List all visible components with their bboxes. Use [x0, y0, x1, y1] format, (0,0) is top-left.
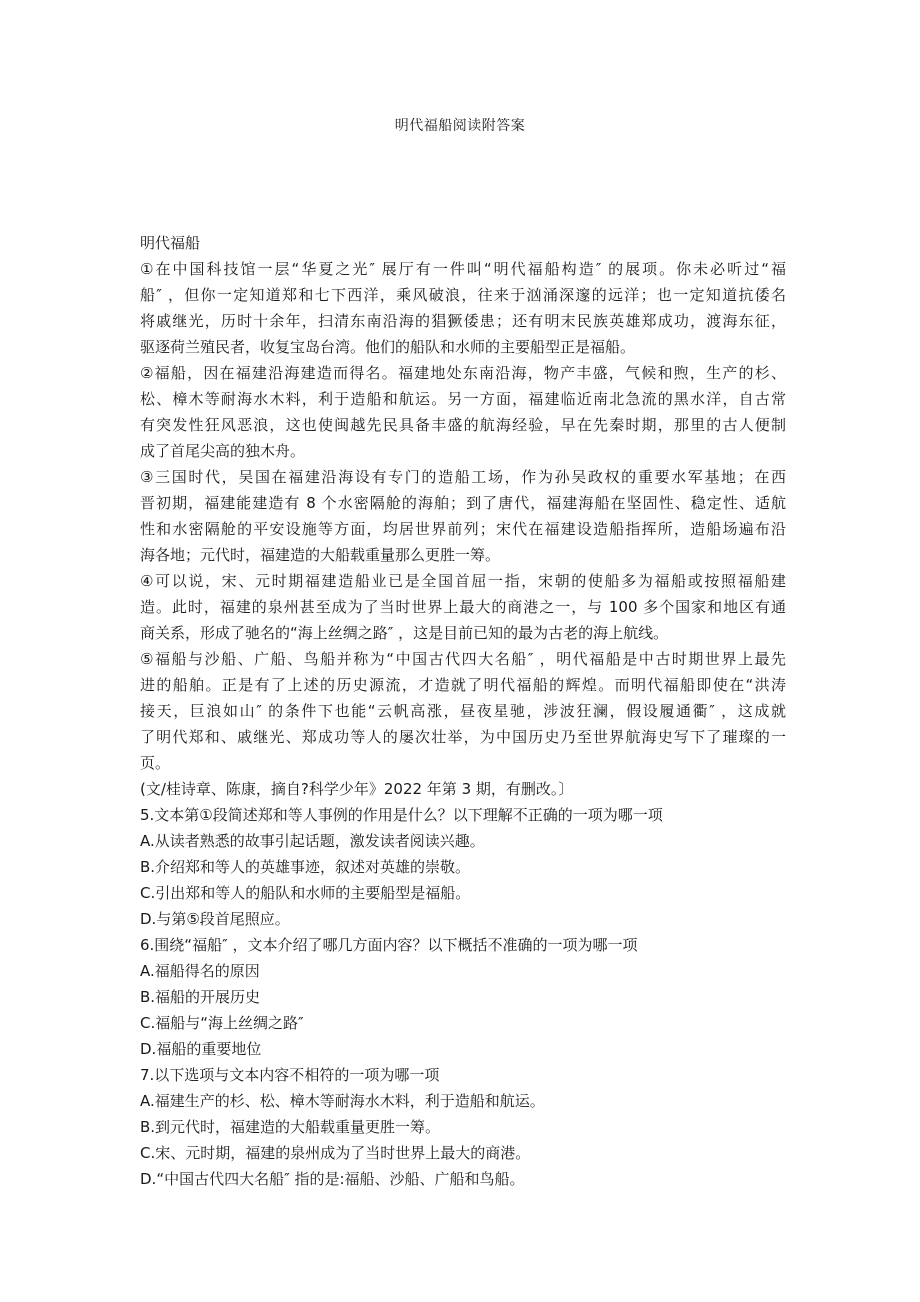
text-line: ①在中国科技馆一层“华夏之光″ 展厅有一件叫“明代福船构造″ 的展项。你未必听过“福 [140, 260, 786, 278]
text-line: 晋初期，福建能建造有 8 个水密隔舱的海舶；到了唐代，福建海船在坚固性、稳定性、适航 [140, 494, 786, 512]
text-line: 进的船舶。正是有了上述的历史源流，才造就了明代福船的辉煌。而明代福船即使在“洪涛 [140, 676, 786, 694]
text-line: 6.围绕“福船″ ，文本介绍了哪几方面内容？以下概括不准确的一项为哪一项 [140, 936, 638, 954]
text-line: 接天，巨浪如山″ 的条件下也能“云帆高涨，昼夜星驰，涉波狂澜，假设履通衢″ ，这成就 [140, 702, 786, 720]
text-line: ④可以说，宋、元时期福建造船业已是全国首屈一指，宋朝的使船多为福船或按照福船建 [140, 572, 786, 590]
text-line: 页。 [140, 754, 171, 772]
text-line: 造。此时，福建的泉州甚至成为了当时世界上最大的商港之一，与 100 多个国家和地区有通 [140, 598, 786, 616]
text-line: ②福船，因在福建沿海建造而得名。福建地处东南沿海，物产丰盛，气候和煦，生产的杉、 [140, 364, 786, 382]
text-line: C.宋、元时期，福建的泉州成为了当时世界上最大的商港。 [140, 1144, 531, 1162]
text-line: 船″ ，但你一定知道郑和七下西洋，乘风破浪，往来于汹涌深邃的远洋；也一定知道抗倭名 [140, 286, 786, 304]
text-line: 有突发性狂风恶浪，这也使闽越先民具备丰盛的航海经验，早在先秦时期，那里的古人便制 [140, 416, 786, 434]
text-line: 5.文本第①段简述郑和等人事例的作用是什么？以下理解不正确的一项为哪一项 [140, 806, 663, 824]
text-line: D.“中国古代四大名船″ 指的是:福船、沙船、广船和鸟船。 [140, 1170, 525, 1188]
text-line: 成了首尾尖高的独木舟。 [140, 442, 306, 460]
text-line: 7.以下选项与文本内容不相符的一项为哪一项 [140, 1066, 440, 1084]
document-title: 明代福船阅读附答案 [394, 118, 526, 134]
text-line: 驱逐荷兰殖民者，收复宝岛台湾。他们的船队和水师的主要船型正是福船。 [140, 338, 636, 356]
text-line: 将戚继光，历时十余年，扫清东南沿海的猖獗倭患；还有明末民族英雄郑成功，渡海东征， [140, 312, 786, 330]
text-line: B.到元代时，福建造的大船载重量更胜一筹。 [140, 1118, 441, 1136]
text-line: A.从读者熟悉的故事引起话题，激发读者阅读兴趣。 [140, 832, 485, 850]
text-line: 性和水密隔舱的平安设施等方面，均居世界前列；宋代在福建设造船指挥所，造船场遍布沿 [140, 520, 786, 538]
text-line: ③三国时代，吴国在福建沿海设有专门的造船工场，作为孙吴政权的重要水军基地；在西 [140, 468, 786, 486]
text-line: (文/桂诗章、陈康，摘自?科学少年》2022 年第 3 期，有删改。〕 [140, 780, 574, 798]
text-line: 海各地；元代时，福建造的大船载重量那么更胜一筹。 [140, 546, 501, 564]
text-line: C.引出郑和等人的船队和水师的主要船型是福船。 [140, 884, 471, 902]
text-line: 松、樟木等耐海水木料，利于造船和航运。另一方面，福建临近南北急流的黑水洋，自古常 [140, 390, 786, 408]
text-line: ⑤福船与沙船、广船、鸟船并称为“中国古代四大名船″ ，明代福船是中古时期世界上最先 [140, 650, 786, 668]
section-heading: 明代福船 [140, 234, 201, 252]
text-line: B.介绍郑和等人的英雄事迹，叙述对英雄的崇敬。 [140, 858, 471, 876]
text-line: A.福建生产的杉、松、樟木等耐海水木料，利于造船和航运。 [140, 1092, 545, 1110]
document-lines [140, 256, 786, 1192]
text-line: D.福船的重要地位 [140, 1040, 262, 1058]
text-line: B.福船的开展历史 [140, 988, 261, 1006]
document-body [140, 230, 786, 1192]
text-line: 商关系，形成了驰名的“海上丝绸之路″ ，这是目前已知的最为古老的海上航线。 [140, 624, 669, 642]
text-line: D.与第⑤段首尾照应。 [140, 910, 290, 928]
text-line: A.福船得名的原因 [140, 962, 260, 980]
text-line: C.福船与“海上丝绸之路″ [140, 1014, 304, 1032]
text-line: 了明代郑和、戚继光、郑成功等人的屡次壮举，为中国历史乃至世界航海史写下了璀璨的一 [140, 728, 786, 746]
